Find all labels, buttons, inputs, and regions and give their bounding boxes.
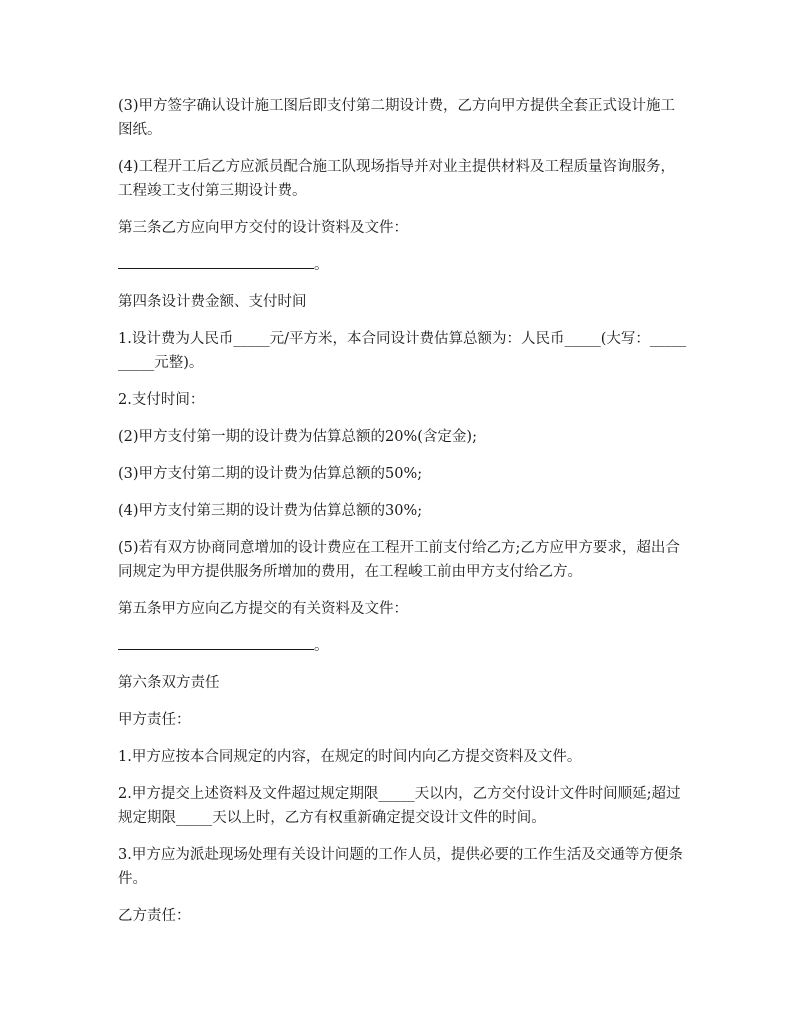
blank-line-suffix: 。 <box>314 257 329 273</box>
article-6-heading: 第六条双方责任 <box>118 675 220 691</box>
payment-item-4: (4)甲方支付第三期的设计费为估算总额的30%; <box>118 503 423 519</box>
party-a-duty-2: 2.甲方提交上述资料及文件超过规定期限_____天以内，乙方交付设计文件时间顺延;超过规定期限_____天以上时，乙方有权重新确定提交设计文件的时间。 <box>118 786 681 826</box>
party-b-duties-heading: 乙方责任： <box>118 908 191 924</box>
party-a-duty-1: 1.甲方应按本合同规定的内容，在规定的时间内向乙方提交资料及文件。 <box>118 749 582 765</box>
fill-in-blank <box>118 635 314 650</box>
clause-3-3: (3)甲方签字确认设计施工图后即支付第二期设计费，乙方向甲方提供全套正式设计施工图纸。 <box>118 98 676 138</box>
party-a-duty-3: 3.甲方应为派赴现场处理有关设计问题的工作人员，提供必要的工作生活及交通等方便条件。 <box>118 847 683 887</box>
article-5-heading: 第五条甲方应向乙方提交的有关资料及文件： <box>118 601 408 617</box>
payment-item-3: (3)甲方支付第二期的设计费为估算总额的50%; <box>118 466 423 482</box>
blank-line-article-5 <box>118 634 688 658</box>
document-page <box>118 94 688 941</box>
blank-line-suffix: 。 <box>314 638 329 654</box>
party-a-duties-heading: 甲方责任： <box>118 712 191 728</box>
article-3-heading: 第三条乙方应向甲方交付的设计资料及文件： <box>118 220 408 236</box>
clause-4-2: 2.支付时间： <box>118 392 205 408</box>
blank-line-article-3 <box>118 253 688 277</box>
clause-3-4: (4)工程开工后乙方应派员配合施工队现场指导并对业主提供材料及工程质量咨询服务，工程竣工支付第三期设计费。 <box>118 159 676 199</box>
payment-item-2: (2)甲方支付第一期的设计费为估算总额的20%(含定金); <box>118 429 477 445</box>
fill-in-blank <box>118 254 314 269</box>
clause-4-1: 1.设计费为人民币_____元/平方米，本合同设计费估算总额为：人民币_____(大写：__________元整)。 <box>118 331 687 371</box>
article-4-heading: 第四条设计费金额、支付时间 <box>118 294 307 310</box>
payment-item-5: (5)若有双方协商同意增加的设计费应在工程开工前支付给乙方;乙方应甲方要求，超出合同规定为甲方提供服务所增加的费用，在工程峻工前由甲方支付给乙方。 <box>118 540 680 580</box>
